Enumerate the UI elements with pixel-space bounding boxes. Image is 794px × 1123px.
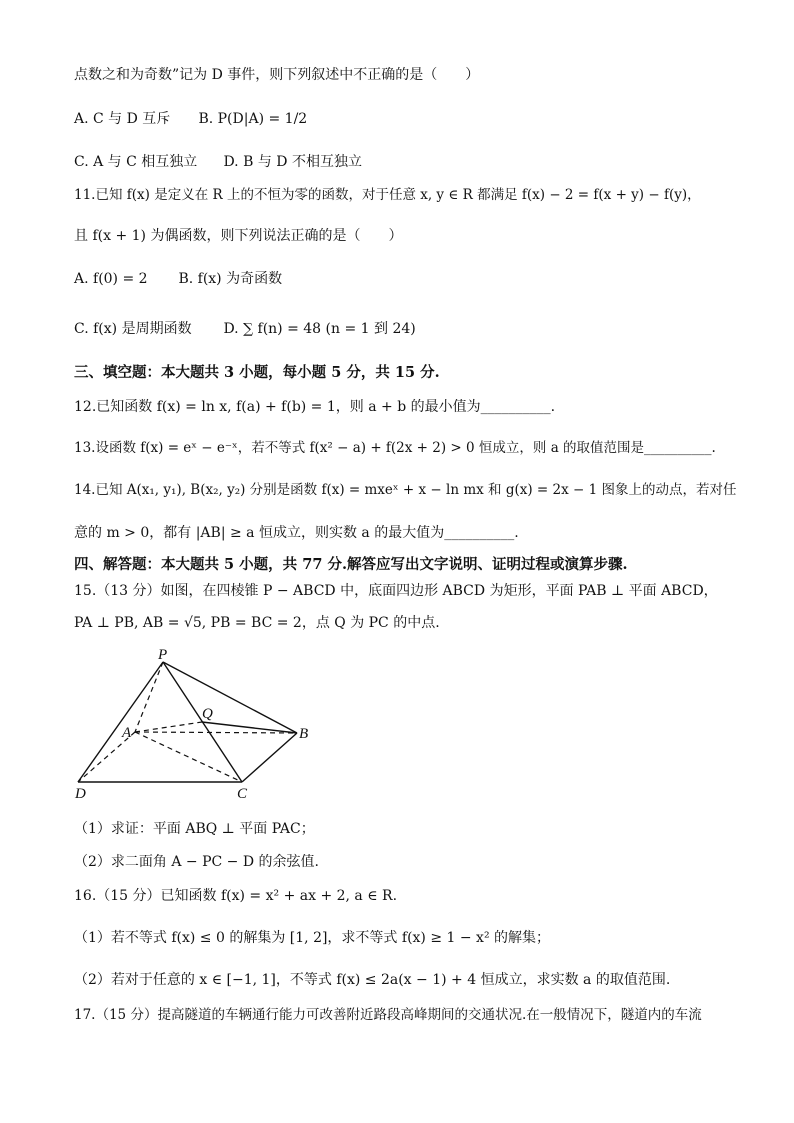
option-b: B. P(D|A) = 1/2 <box>198 111 308 127</box>
label-A: A <box>122 725 132 741</box>
question-11-cont: 且 f(x + 1) 为偶函数，则下列说法正确的是（ ） <box>74 228 403 244</box>
edge-PD <box>78 662 163 782</box>
question-14: 14.已知 A(x₁, y₁), B(x₂, y₂) 分别是函数 f(x) = mxeˣ + x − ln mx 和 g(x) = 2x − 1 图象上的动点，若对任 <box>74 482 737 498</box>
question-12: 12.已知函数 f(x) = ln x, f(a) + f(b) = 1，则 a + b 的最小值为__________. <box>74 399 556 415</box>
question-16: 16.（15 分）已知函数 f(x) = x² + ax + 2, a ∈ R. <box>74 888 398 904</box>
question-16-part-1: （1）若不等式 f(x) ≤ 0 的解集为 [1, 2]，求不等式 f(x) ≥ 1 − x² 的解集； <box>74 930 551 946</box>
question-15-cont: PA ⊥ PB, AB = √5, PB = BC = 2，点 Q 为 PC 的中点. <box>74 615 440 631</box>
option-d-11: D. ∑ f(n) = 48 (n = 1 到 24) <box>223 321 416 337</box>
options-row-cd-11 <box>74 320 724 338</box>
option-a-11: A. f(0) = 2 <box>74 271 148 287</box>
edge-PB <box>163 662 297 733</box>
option-a: A. C 与 D 互斥 <box>74 111 171 127</box>
question-16-part-2: （2）若对于任意的 x ∈ [−1, 1]，不等式 f(x) ≤ 2a(x − 1) + 4 恒成立，求实数 a 的取值范围. <box>74 972 671 988</box>
label-C: C <box>237 786 248 802</box>
section-4-heading: 四、解答题：本大题共 5 小题，共 77 分.解答应写出文字说明、证明过程或演算步骤. <box>74 556 628 573</box>
options-row-cd <box>74 153 724 171</box>
label-Q: Q <box>202 706 213 722</box>
edge-PA <box>135 662 163 732</box>
question-15-part-1: （1）求证：平面 ABQ ⊥ 平面 PAC； <box>74 821 315 837</box>
label-D: D <box>75 786 86 802</box>
edge-CB <box>242 733 297 782</box>
label-P: P <box>158 647 168 663</box>
option-c: C. A 与 C 相互独立 <box>74 154 198 170</box>
options-row-ab <box>74 110 724 128</box>
edge-AQ <box>135 722 202 732</box>
question-17: 17.（15 分）提高隧道的车辆通行能力可改善附近路段高峰期间的交通状况.在一般情况下，隧道内的车流 <box>74 1007 702 1023</box>
pyramid-figure <box>70 645 330 805</box>
section-3-heading: 三、填空题：本大题共 3 小题，每小题 5 分，共 15 分. <box>74 364 440 381</box>
question-15-part-2: （2）求二面角 A − PC − D 的余弦值. <box>74 854 319 870</box>
question-14-cont: 意的 m > 0，都有 |AB| ≥ a 恒成立，则实数 a 的最大值为__________. <box>74 525 519 541</box>
option-d: D. B 与 D 不相互独立 <box>223 154 362 170</box>
label-B: B <box>299 726 309 742</box>
option-b-11: B. f(x) 为奇函数 <box>178 271 283 287</box>
question-10-tail: 点数之和为奇数”记为 D 事件，则下列叙述中不正确的是（ ） <box>74 67 480 83</box>
options-row-ab-11 <box>74 270 724 288</box>
question-13: 13.设函数 f(x) = eˣ − e⁻ˣ，若不等式 f(x² − a) + f(2x + 2) > 0 恒成立，则 a 的取值范围是__________. <box>74 440 716 456</box>
option-c-11: C. f(x) 是周期函数 <box>74 321 192 337</box>
edge-QB <box>202 722 297 733</box>
question-11: 11.已知 f(x) 是定义在 R 上的不恒为零的函数，对于任意 x, y ∈ R 都满足 f(x) − 2 = f(x + y) − f(y)， <box>74 187 701 203</box>
question-15: 15.（13 分）如图，在四棱锥 P − ABCD 中，底面四边形 ABCD 为矩形，平面 PAB ⊥ 平面 ABCD， <box>74 583 718 599</box>
pyramid-diagram <box>70 645 330 805</box>
edge-AB <box>135 732 297 733</box>
